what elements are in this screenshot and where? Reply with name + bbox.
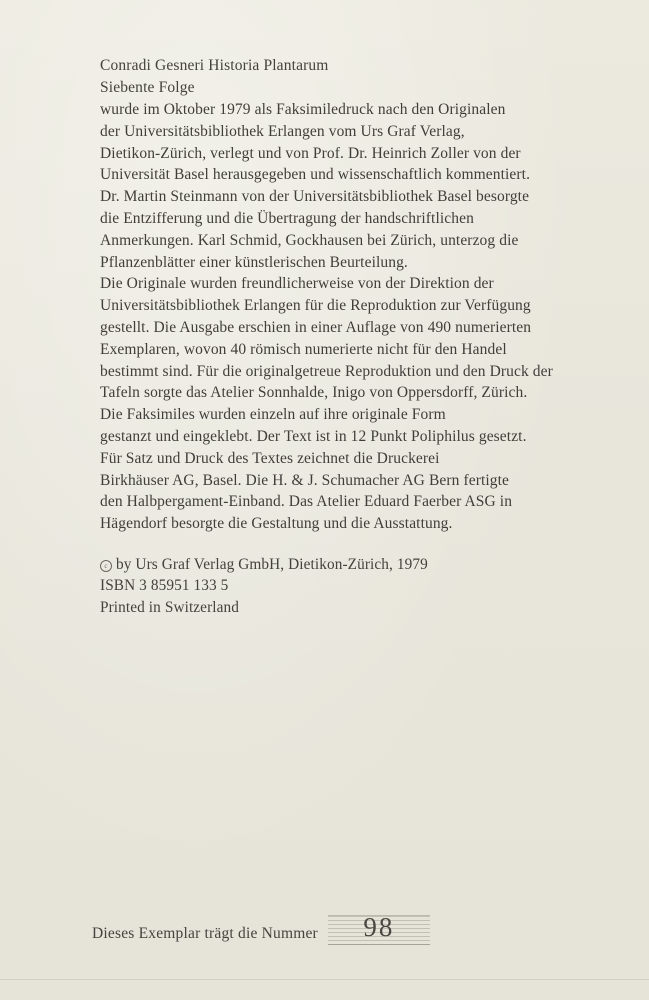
title-line: Siebente Folge [100,78,195,96]
colophon-body [100,99,590,535]
body-line: der Universitätsbibliothek Erlangen vom Urs Graf Verlag, [100,122,465,140]
copyright-icon: c [100,560,112,572]
title-line: Conradi Gesneri Historia Plantarum [100,57,329,74]
body-line: Tafeln sorgte das Atelier Sonnhalde, Inigo von Oppersdorff, Zürich. [100,384,528,402]
body-line: gestellt. Die Ausgabe erschien in einer Auflage von 490 numerierten [100,318,532,336]
colophon-title [100,55,590,98]
body-line: die Entzifferung und die Übertragung der handschriftlichen [100,209,474,227]
body-line: den Halbpergament-Einband. Das Atelier Eduard Faerber ASG in [100,493,513,511]
colophon-block [100,55,590,618]
copy-number-guilloche-field [328,912,430,945]
body-line: Die Originale wurden freundlicherweise von der Direktion der [100,275,494,293]
isbn-line: ISBN 3 85951 133 5 [100,577,229,595]
imprint-block [100,554,590,619]
body-line: Dietikon-Zürich, verlegt und von Prof. Dr. Heinrich Zoller von der [100,144,521,162]
body-line: Universitätsbibliothek Erlangen für die Reproduktion zur Verfügung [100,297,531,315]
copyright-text: by Urs Graf Verlag GmbH, Dietikon-Zürich, 1979 [116,555,428,573]
body-line: wurde im Oktober 1979 als Faksimiledruck nach den Originalen [100,101,506,118]
body-line: Die Faksimiles wurden einzeln auf ihre originale Form [100,406,446,424]
body-line: Dr. Martin Steinmann von der Universitätsbibliothek Basel besorgte [100,188,530,206]
body-line: Hägendorf besorgte die Gestaltung und die Ausstattung. [100,515,453,533]
page-bottom-rule [0,979,649,980]
copy-number-value: 98 [363,912,395,942]
copy-number-label: Dieses Exemplar trägt die Nummer [92,925,318,942]
body-line: Exemplaren, wovon 40 römisch numerierte nicht für den Handel [100,340,507,358]
body-line: Universität Basel herausgegeben und wissenschaftlich kommentiert. [100,166,531,184]
body-line: Anmerkungen. Karl Schmid, Gockhausen bei Zürich, unterzog die [100,231,519,249]
copyright-line [100,554,590,576]
copy-number-row [92,912,562,945]
body-line: Birkhäuser AG, Basel. Die H. & J. Schumacher AG Bern fertigte [100,471,510,489]
body-line: gestanzt und eingeklebt. Der Text ist in 12 Punkt Poliphilus gesetzt. [100,427,527,445]
body-line: Pflanzenblätter einer künstlerischen Beurteilung. [100,253,408,271]
printed-in-line: Printed in Switzerland [100,598,239,616]
body-line: Für Satz und Druck des Textes zeichnet die Druckerei [100,449,440,467]
body-line: bestimmt sind. Für die originalgetreue Reproduktion und den Druck der [100,362,553,380]
